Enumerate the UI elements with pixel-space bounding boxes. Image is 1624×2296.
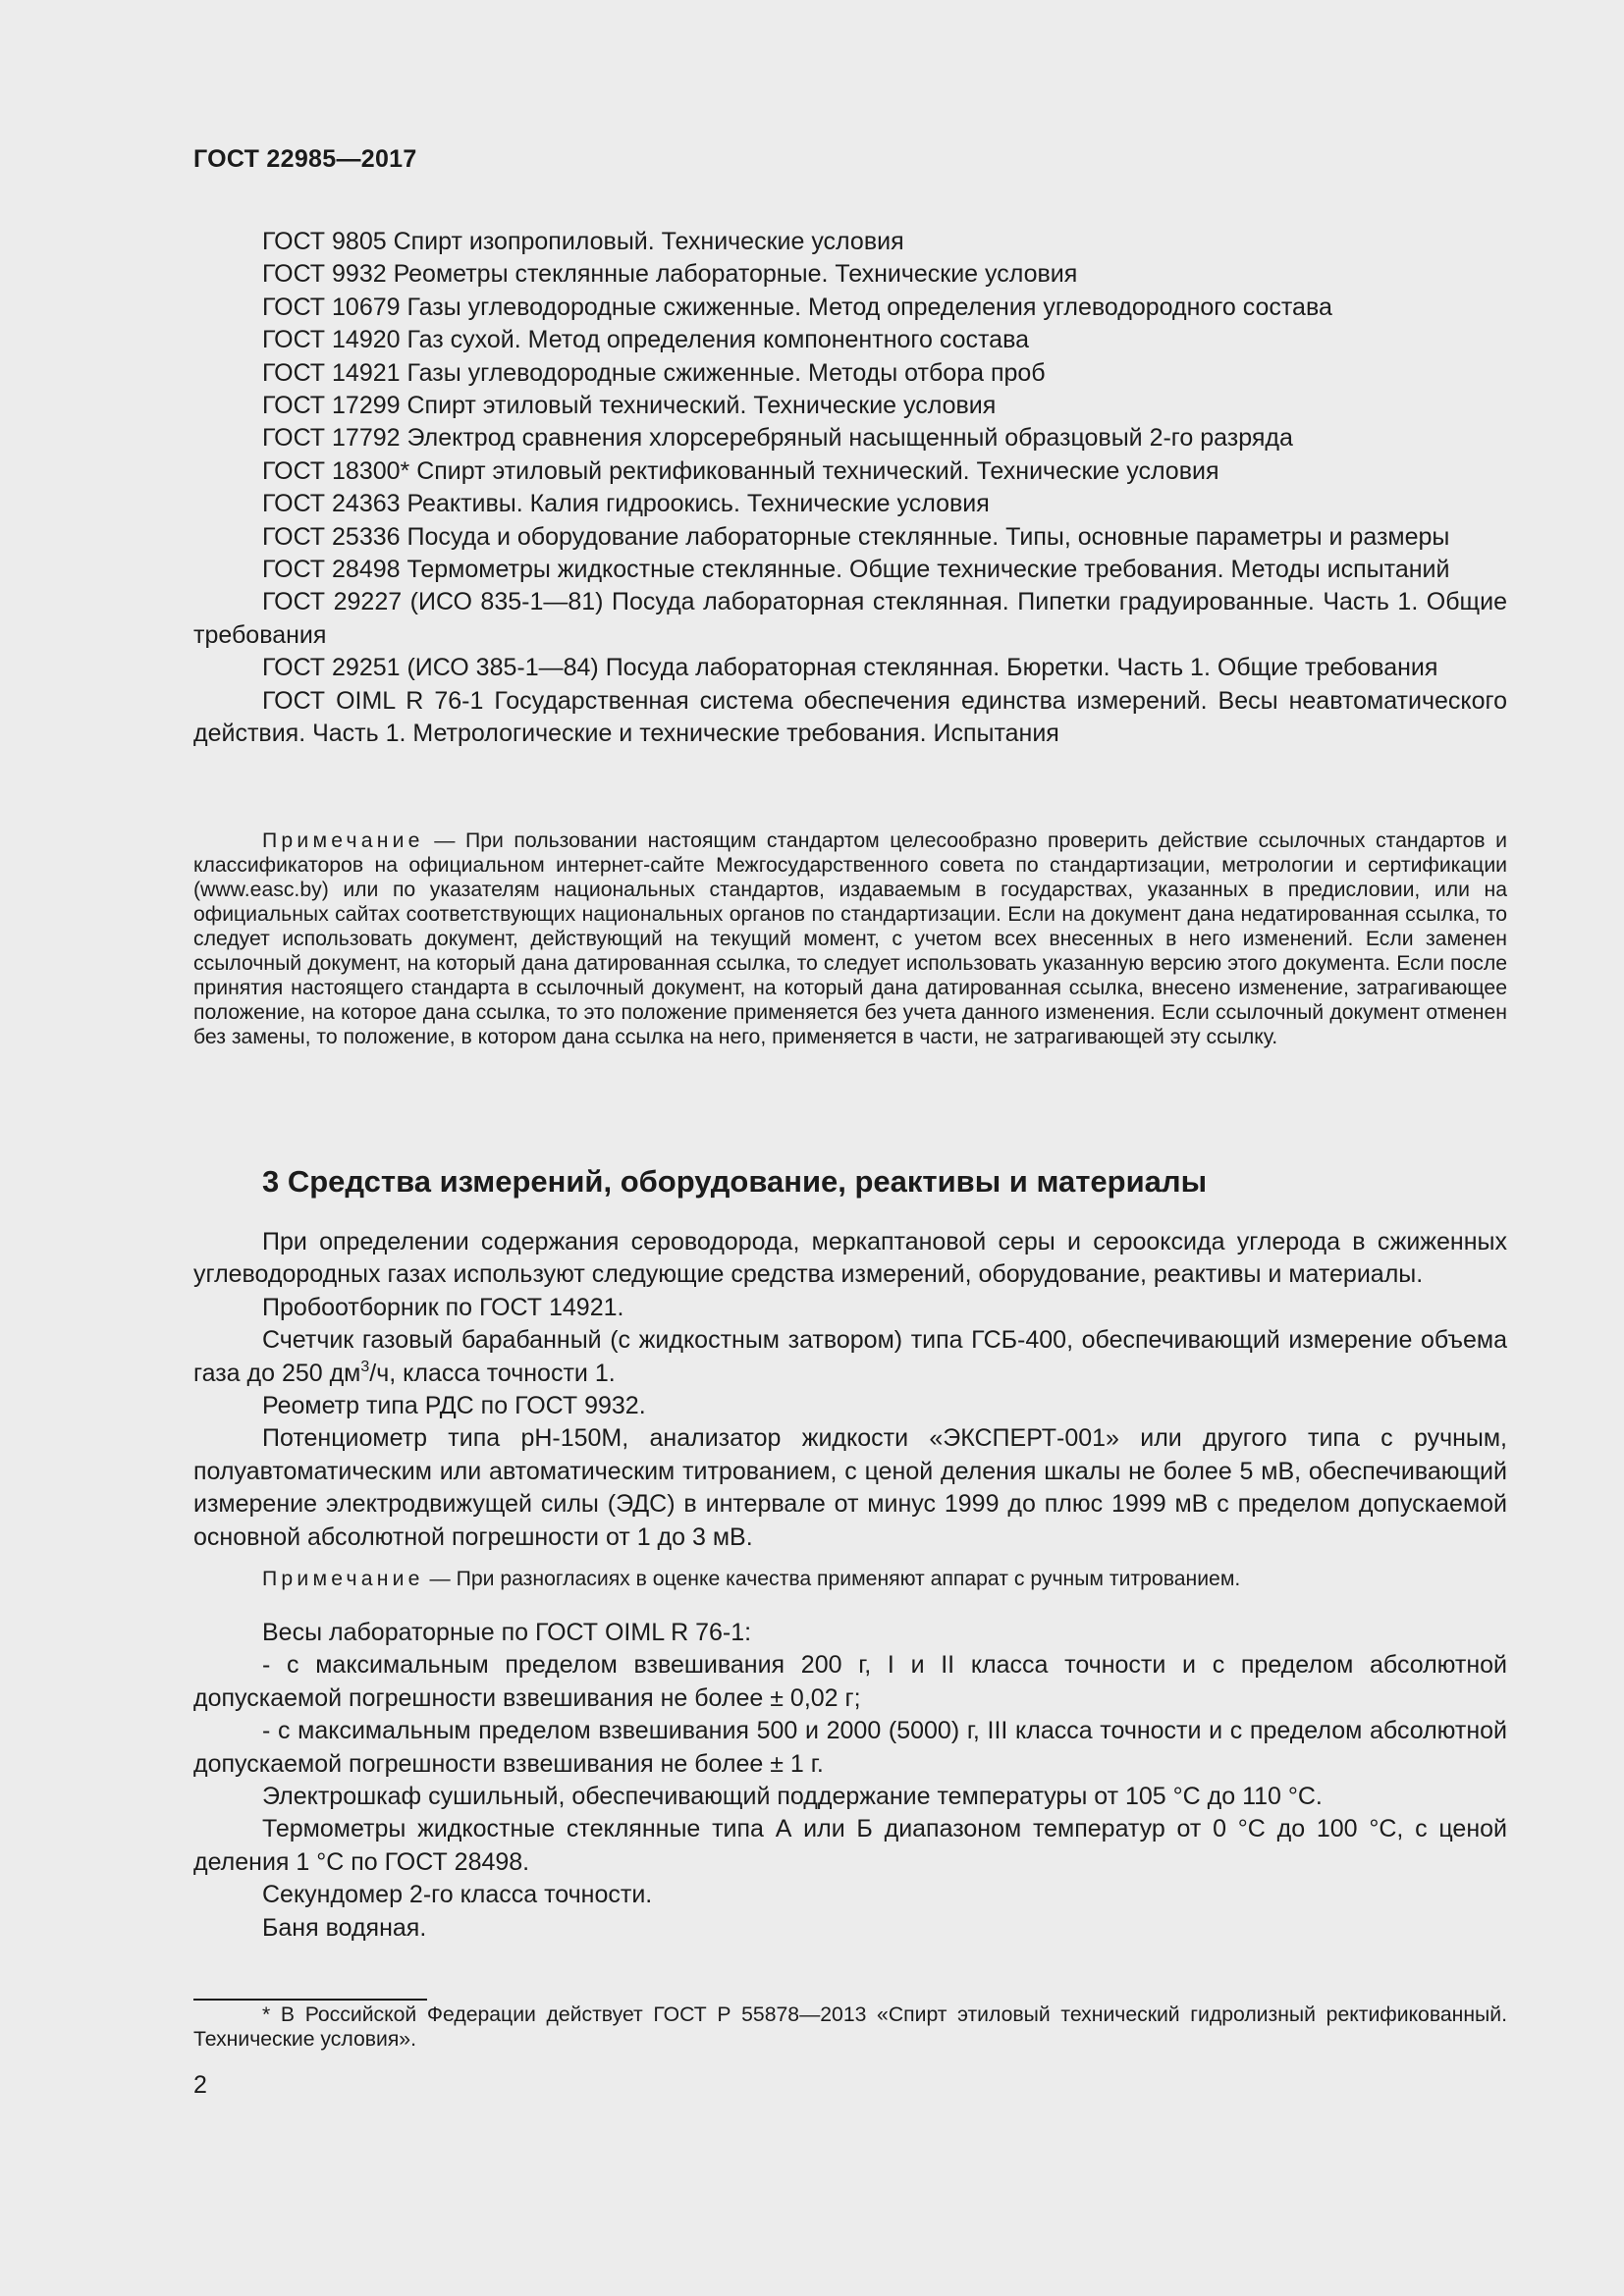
paragraph: - с максимальным пределом взвешивания 500 и 2000 (5000) г, III класса точности и с пределом абсолютной допускаемой погрешности взвешивания не более ± 1 г. xyxy=(193,1717,1507,1778)
reference-item: ГОСТ 14921 Газы углеводородные сжиженные. Методы отбора проб xyxy=(262,358,1046,387)
note-label: Примечание xyxy=(262,829,424,852)
footnote-separator xyxy=(193,1999,427,2001)
paragraph: Электрошкаф сушильный, обеспечивающий поддержание температуры от 105 °С до 110 °С. xyxy=(262,1783,1323,1811)
reference-item: ГОСТ 17299 Спирт этиловый технический. Технические условия xyxy=(262,392,997,420)
paragraph: Баня водяная. xyxy=(262,1913,427,1942)
reference-item: ГОСТ OIML R 76-1 Государственная система обеспечения единства измерений. Весы неавтоматического действия. Часть 1. Метрологические и технические требования. Испытания xyxy=(193,686,1507,748)
note-text: При пользовании настоящим стандартом целесообразно проверить действие ссылочных стандартов и классификаторов на официальном интернет-сайте Межгосударственного совета по стандартизации, метрологии и сертификации (www.easc.by) или по указателям национальных стандартов, издаваемым в государствах, указанных в предисловии, или на официальных сайтах соответствующих национальных органов по стандартизации. Если на документ дана недатированная ссылка, то следует использовать документ, действующий на текущий момент, с учетом всех внесенных в него изменений. Если заменен ссылочный документ, на который дана датированная ссылка, то следует использовать указанную версию этого документа. Если после принятия настоящего стандарта в ссылочный документ, на который дана датированная ссылка, внесено изменение, затрагивающее положение, на которое дана ссылка, то это положение применяется без учета данного изменения. Если ссылочный документ отменен без замены, то положение, в котором дана ссылка на него, применяется в части, не затрагивающей эту ссылку. xyxy=(193,829,1507,1048)
references-note xyxy=(193,828,1507,1049)
reference-item: ГОСТ 14920 Газ сухой. Метод определения компонентного состава xyxy=(262,326,1029,354)
paragraph: Секундомер 2-го класса точности. xyxy=(262,1881,653,1909)
note-dash: — xyxy=(423,1568,457,1590)
normative-references-list xyxy=(193,226,1507,751)
paragraph: Реометр типа РДС по ГОСТ 9932. xyxy=(262,1392,646,1420)
reference-item: ГОСТ 28498 Термометры жидкостные стеклянные. Общие технические требования. Методы испытаний xyxy=(262,556,1450,584)
titration-note xyxy=(193,1567,1507,1591)
section-title: 3 Средства измерений, оборудование, реактивы и материалы xyxy=(262,1164,1208,1199)
reference-item: ГОСТ 9932 Реометры стеклянные лабораторные. Технические условия xyxy=(262,260,1078,289)
reference-item: ГОСТ 29227 (ИСО 835-1—81) Посуда лабораторная стеклянная. Пипетки градуированные. Часть 1. Общие требования xyxy=(193,588,1507,649)
note-dash: — xyxy=(423,829,465,852)
paragraph: Термометры жидкостные стеклянные типа А или Б диапазоном температур от 0 °С до 100 °С, с ценой деления 1 °С по ГОСТ 28498. xyxy=(193,1815,1507,1876)
paragraph: Счетчик газовый барабанный (с жидкостным затвором) типа ГСБ-400, обеспечивающий измерение объема газа до 250 $дм^3/ч$, класса точности 1. xyxy=(193,1326,1507,1387)
paragraph: - с максимальным пределом взвешивания 200 г, I и II класса точности и с пределом абсолютной допускаемой погрешности взвешивания не более ± 0,02 г; xyxy=(193,1651,1507,1712)
note-text: При разногласиях в оценке качества применяют аппарат с ручным титрованием. xyxy=(456,1568,1241,1590)
reference-item: ГОСТ 29251 (ИСО 385-1—84) Посуда лабораторная стеклянная. Бюретки. Часть 1. Общие требования xyxy=(262,654,1438,682)
paragraph: Пробоотборник по ГОСТ 14921. xyxy=(262,1293,624,1321)
reference-item: ГОСТ 10679 Газы углеводородные сжиженные. Метод определения углеводородного состава xyxy=(262,293,1332,321)
reference-item: ГОСТ 25336 Посуда и оборудование лабораторные стеклянные. Типы, основные параметры и размеры xyxy=(262,522,1450,551)
page-number: 2 xyxy=(193,2071,207,2099)
reference-item: ГОСТ 17792 Электрод сравнения хлорсеребряный насыщенный образцовый 2-го разряда xyxy=(262,424,1293,453)
footnote-text: * В Российской Федерации действует ГОСТ Р 55878—2013 «Спирт этиловый технический гидролизный ректификованный. Технические условия». xyxy=(193,2003,1507,2051)
document-header-id: ГОСТ 22985—2017 xyxy=(193,145,417,173)
section-body-part1 xyxy=(193,1226,1507,1554)
superscript: 3 xyxy=(360,1358,370,1375)
footnote xyxy=(193,2002,1507,2052)
section-body-part2 xyxy=(193,1617,1507,1945)
paragraph: Потенциометр типа рН-150М, анализатор жидкости «ЭКСПЕРТ-001» или другого типа с ручным, полуавтоматическим или автоматическим титрованием, с ценой деления шкалы не более 5 мВ, обеспечивающий измерение электродвижущей силы (ЭДС) в интервале от минус 1999 до плюс 1999 мВ с пределом допускаемой основной абсолютной погрешности от 1 до 3 мВ. xyxy=(193,1424,1507,1551)
reference-item: ГОСТ 9805 Спирт изопропиловый. Технические условия xyxy=(262,228,904,255)
paragraph: При определении содержания сероводорода, меркаптановой серы и серооксида углерода в сжиженных углеводородных газах используют следующие средства измерений, оборудование, реактивы и материалы. xyxy=(193,1228,1507,1289)
note-label: Примечание xyxy=(262,1568,424,1590)
paragraph: Весы лабораторные по ГОСТ OIML R 76-1: xyxy=(262,1619,752,1646)
reference-item: ГОСТ 24363 Реактивы. Калия гидроокись. Технические условия xyxy=(262,490,990,518)
reference-item: ГОСТ 18300* Спирт этиловый ректификованный технический. Технические условия xyxy=(262,456,1219,485)
